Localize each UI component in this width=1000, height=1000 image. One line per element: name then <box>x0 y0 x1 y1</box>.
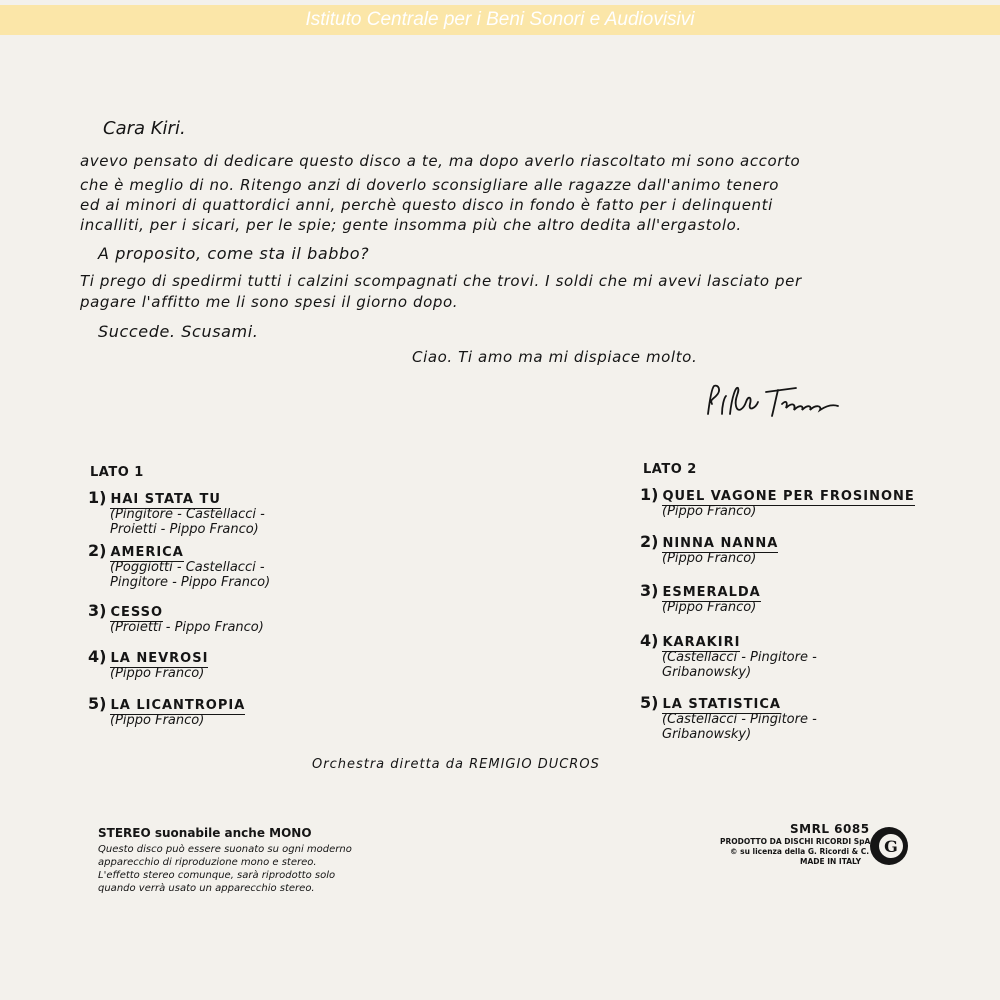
letter-aside: A proposito, come sta il babbo? <box>98 244 370 263</box>
track-number: 4) <box>640 631 659 650</box>
letter-line: avevo pensato di dedicare questo disco a te, ma dopo averlo riascoltato mi sono accorto <box>80 152 801 170</box>
side-a-track <box>88 488 300 537</box>
ricordi-logo-icon <box>869 826 909 866</box>
archive-name: Istituto Centrale per i Beni Sonori e Audiovisivi <box>305 9 695 30</box>
logo-letter: G <box>884 837 898 856</box>
track-number: 1) <box>88 488 107 507</box>
track-title: AMERICA <box>110 545 184 560</box>
track-title: HAI STATA TU <box>110 492 221 507</box>
signature <box>700 378 850 428</box>
track-credits: (Castellacci - Pingitore - Gribanowsky) <box>662 650 817 680</box>
track-credits: (Proietti - Pippo Franco) <box>110 620 264 635</box>
stereo-note-line: apparecchio di riproduzione mono e stereo. <box>98 857 317 868</box>
catalog-number: SMRL 6085 <box>790 822 870 836</box>
track-credits: (Pippo Franco) <box>662 504 757 519</box>
side-a-track <box>88 647 208 681</box>
stereo-note-line: quando verrà usato un apparecchio stereo. <box>98 883 315 894</box>
letter-greeting: Cara Kiri. <box>103 118 186 139</box>
stereo-note-line: Questo disco può essere suonato su ogni moderno <box>98 844 352 855</box>
track-title: ESMERALDA <box>662 585 761 600</box>
track-title: KARAKIRI <box>662 635 741 650</box>
track-number: 3) <box>640 581 659 600</box>
track-title: NINNA NANNA <box>662 536 779 551</box>
letter-line: Ti prego di spedirmi tutti i calzini scompagnati che trovi. I soldi che mi avevi lasciato per <box>80 272 802 290</box>
track-number: 2) <box>88 541 107 560</box>
track-credits: (Pippo Franco) <box>662 600 757 615</box>
side-b-track <box>640 532 778 566</box>
track-number: 1) <box>640 485 659 504</box>
track-number: 3) <box>88 601 107 620</box>
side-a-heading: LATO 1 <box>90 465 144 480</box>
track-number: 5) <box>88 694 107 713</box>
track-credits: (Pingitore - Castellacci - Proietti - Pippo Franco) <box>110 507 265 537</box>
track-title: QUEL VAGONE PER FROSINONE <box>662 489 915 504</box>
letter-closing: Ciao. Ti amo ma mi dispiace molto. <box>412 348 698 366</box>
side-b-track <box>640 485 915 519</box>
track-number: 4) <box>88 647 107 666</box>
track-title: CESSO <box>110 605 164 620</box>
side-b-track <box>640 631 862 680</box>
letter-line: che è meglio di no. Ritengo anzi di doverlo sconsigliare alle ragazze dall'animo tenero <box>80 176 780 194</box>
track-title: LA STATISTICA <box>662 697 781 712</box>
track-credits: (Pippo Franco) <box>110 713 205 728</box>
side-b-track <box>640 693 862 742</box>
side-a-track <box>88 694 245 728</box>
track-number: 5) <box>640 693 659 712</box>
letter-apology: Succede. Scusami. <box>98 322 259 341</box>
stereo-note-line: L'effetto stereo comunque, sarà riprodotto solo <box>98 870 336 881</box>
side-b-heading: LATO 2 <box>643 462 697 477</box>
orchestra-credit: Orchestra diretta da REMIGIO DUCROS <box>312 757 600 772</box>
track-number: 2) <box>640 532 659 551</box>
side-a-track <box>88 541 300 590</box>
side-a-track <box>88 601 264 635</box>
signature-scribble <box>700 378 850 428</box>
side-b-track <box>640 581 761 615</box>
letter-line: ed ai minori di quattordici anni, perchè questo disco in fondo è fatto per i delinquenti <box>80 196 773 214</box>
archive-banner <box>0 5 1000 35</box>
stereo-title: STEREO suonabile anche MONO <box>98 826 312 840</box>
track-credits: (Poggiotti - Castellacci - Pingitore - Pippo Franco) <box>110 560 271 590</box>
track-title: LA NEVROSI <box>110 651 209 666</box>
track-credits: (Pippo Franco) <box>110 666 205 681</box>
producer-line: PRODOTTO DA DISCHI RICORDI SpA <box>720 837 871 846</box>
track-credits: (Castellacci - Pingitore - Gribanowsky) <box>662 712 817 742</box>
track-credits: (Pippo Franco) <box>662 551 757 566</box>
producer-line: © su licenza della G. Ricordi & C. <box>730 847 870 856</box>
track-title: LA LICANTROPIA <box>110 698 246 713</box>
letter-line: incalliti, per i sicari, per le spie; gente insomma più che altro dedita all'ergastolo. <box>80 216 742 234</box>
letter-line: pagare l'affitto me li sono spesi il giorno dopo. <box>80 293 459 311</box>
producer-line: MADE IN ITALY <box>800 857 862 866</box>
